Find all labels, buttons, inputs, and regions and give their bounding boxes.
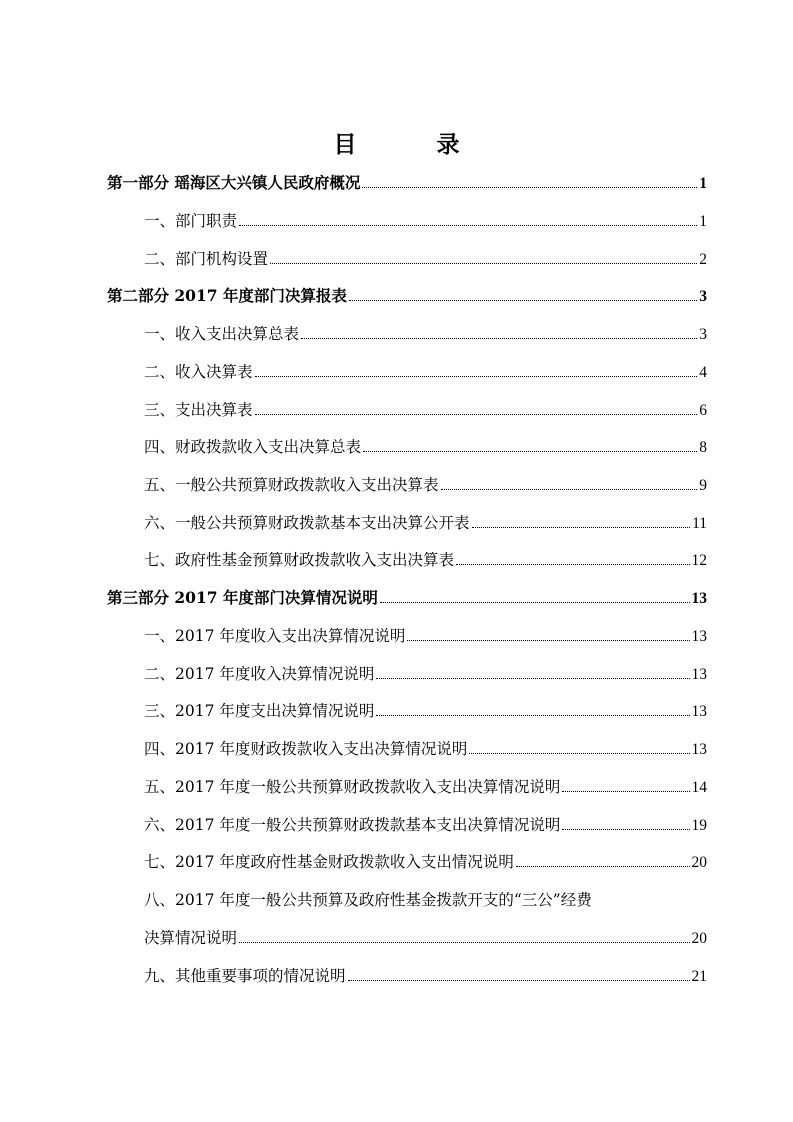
toc-page-number: 14 — [691, 779, 707, 796]
leader-dots — [255, 414, 698, 415]
toc-title: 目 录 — [333, 131, 496, 158]
toc-page-number: 19 — [691, 817, 707, 834]
toc-entry-text: 四、2017 年度财政拨款收入支出决算情况说明 — [144, 740, 468, 758]
toc-entry-part-3[interactable] — [107, 587, 707, 610]
toc-entry-text: 九、其他重要事项的情况说明 — [144, 967, 346, 985]
toc-entry-text: 一、收入支出决算总表 — [144, 325, 300, 343]
toc-page-number: 3 — [699, 288, 707, 305]
leader-dots — [407, 640, 689, 641]
toc-page-number: 20 — [691, 854, 707, 871]
toc-entry-text: 二、部门机构设置 — [144, 250, 269, 268]
toc-entry-text: 五、一般公共预算财政拨款收入支出决算表 — [144, 476, 439, 494]
toc-page-number: 2 — [699, 251, 707, 268]
toc-entry[interactable] — [144, 814, 707, 837]
toc-entry[interactable] — [144, 361, 707, 384]
toc-entry-text: 四、财政拨款收入支出决算总表 — [144, 438, 362, 456]
leader-dots — [255, 376, 698, 377]
toc-entry[interactable] — [144, 851, 707, 874]
leader-dots — [562, 829, 689, 830]
leader-dots — [349, 300, 697, 301]
toc-entry-text: 第一部分 瑶海区大兴镇人民政府概况 — [107, 173, 361, 192]
leader-dots — [441, 489, 698, 490]
toc-entry-text: 八、2017 年度一般公共预算及政府性基金拨款开支的“三公”经费 — [144, 891, 592, 909]
toc-entry[interactable] — [144, 549, 707, 572]
toc-entry-text: 二、2017 年度收入决算情况说明 — [144, 665, 375, 683]
leader-dots — [239, 942, 689, 943]
leader-dots — [562, 791, 689, 792]
toc-entry-text: 七、2017 年度政府性基金财政拨款收入支出情况说明 — [144, 853, 514, 871]
toc-page-number: 9 — [699, 477, 707, 494]
toc-page-number: 13 — [691, 703, 707, 720]
toc-entry[interactable] — [144, 512, 707, 535]
leader-dots — [348, 980, 690, 981]
leader-dots — [270, 263, 697, 264]
toc-entry[interactable] — [144, 248, 707, 271]
toc-entry-text: 七、政府性基金预算财政拨款收入支出决算表 — [144, 551, 455, 569]
leader-dots — [380, 602, 690, 603]
toc-entry-part-2[interactable] — [107, 285, 707, 308]
toc-page-number: 1 — [699, 175, 707, 192]
leader-dots — [456, 564, 689, 565]
toc-entry-text: 第二部分 2017 年度部门决算报表 — [107, 286, 347, 305]
toc-entry[interactable] — [144, 776, 707, 799]
leader-dots — [301, 338, 697, 339]
toc-page-number: 3 — [699, 326, 707, 343]
toc-entry-continuation[interactable] — [144, 927, 707, 950]
toc-entry-wrapped-line[interactable] — [144, 889, 707, 911]
leader-dots — [516, 866, 690, 867]
toc-entry-text: 三、2017 年度支出决算情况说明 — [144, 702, 375, 720]
toc-entry[interactable] — [144, 436, 707, 459]
toc-page-number: 6 — [699, 402, 707, 419]
toc-page-number: 13 — [691, 666, 707, 683]
toc-entry[interactable] — [144, 210, 707, 233]
toc-page-number: 1 — [699, 213, 707, 230]
toc-entry-text: 决算情况说明 — [144, 929, 238, 947]
toc-page-number: 11 — [692, 515, 707, 532]
toc-entry-text: 一、2017 年度收入支出决算情况说明 — [144, 627, 406, 645]
leader-dots — [376, 715, 689, 716]
toc-page-number: 13 — [691, 741, 707, 758]
toc-page-number: 13 — [691, 628, 707, 645]
toc-entry-part-1[interactable] — [107, 172, 707, 195]
toc-entry-text: 二、收入决算表 — [144, 363, 253, 381]
leader-dots — [363, 451, 697, 452]
toc-page-number: 4 — [699, 364, 707, 381]
toc-entry[interactable] — [144, 738, 707, 761]
toc-page-number: 8 — [699, 439, 707, 456]
toc-entry[interactable] — [144, 399, 707, 422]
leader-dots — [362, 187, 697, 188]
toc-page-number: 21 — [691, 968, 707, 985]
toc-page-number: 12 — [691, 552, 707, 569]
toc-entry[interactable] — [144, 700, 707, 723]
toc-entry[interactable] — [144, 323, 707, 346]
toc-page-number: 13 — [691, 590, 707, 607]
leader-dots — [239, 225, 697, 226]
toc-entry[interactable] — [144, 663, 707, 686]
toc-entry[interactable] — [144, 474, 707, 497]
leader-dots — [376, 678, 689, 679]
toc-entry-text: 六、2017 年度一般公共预算财政拨款基本支出决算情况说明 — [144, 816, 561, 834]
leader-dots — [472, 527, 691, 528]
toc-entry-text: 六、一般公共预算财政拨款基本支出决算公开表 — [144, 514, 470, 532]
toc-entry-text: 第三部分 2017 年度部门决算情况说明 — [107, 588, 378, 607]
toc-entry-text: 一、部门职责 — [144, 212, 238, 230]
leader-dots — [469, 753, 689, 754]
toc-entry[interactable] — [144, 965, 707, 988]
toc-entry-text: 三、支出决算表 — [144, 401, 253, 419]
toc-page-number: 20 — [691, 930, 707, 947]
toc-entry-text: 五、2017 年度一般公共预算财政拨款收入支出决算情况说明 — [144, 778, 561, 796]
toc-entry[interactable] — [144, 625, 707, 648]
